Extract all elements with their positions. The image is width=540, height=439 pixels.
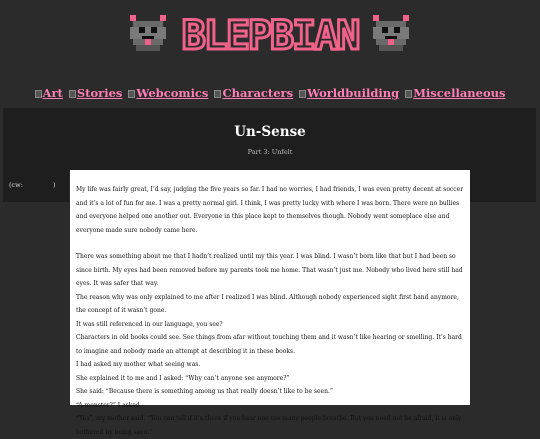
story-subtitle: Part 3: Unfelt: [247, 148, 293, 156]
story-paragraph: My life was fairly great, I’d say, judging the five years so far. I had no worries, I had friends, I was even pretty decent at soccer and it’s a lot of fun for me. I was a pretty normal girl. I think, I was pretty lucky with where I was born. There were no bullies and everyone helped one another out. Everyone in this place kept to themselves though. Nobody went someplace else and everyone made sure nobody came here.: [76, 186, 464, 234]
nav-label: Characters: [222, 86, 294, 100]
story-paragraph: She said: “Because there is something among us that really doesn’t like to be seen.”: [76, 388, 333, 395]
broken-image-icon: [35, 90, 42, 98]
nav-link-webcomics[interactable]: [128, 86, 208, 100]
broken-image-icon: [405, 90, 412, 98]
nav-link-characters[interactable]: [214, 86, 293, 100]
main-nav: [0, 86, 540, 100]
nav-link-miscellaneous[interactable]: [405, 86, 505, 100]
nav-label: Worldbuilding: [307, 86, 400, 100]
story-paragraph: Characters in old books could see. See things from afar without touching them and it wasn’t like hearing or smelling. It’s hard to imagine and nobody made an attempt at describing it in these books.: [76, 334, 462, 355]
story-paragraph: I had asked my mother what seeing was.: [76, 361, 201, 368]
story-paragraph: “Yes”, my mother said, “You can tell if it’s there if you hear one too many people breathe. But you need not be afraid, it is only bothered by being seen.”: [76, 415, 462, 436]
story-paragraph: It was still referenced in our language, you see?: [76, 320, 223, 328]
story-paragraph: She explained it to me and I asked: “Why can’t anyone see anymore?”: [76, 374, 290, 382]
broken-image-icon: [128, 90, 135, 98]
nav-label: Art: [42, 86, 63, 100]
nav-label: Webcomics: [136, 86, 209, 100]
nav-link-stories[interactable]: [69, 86, 123, 100]
site-logo[interactable]: BLEPBIAN: [181, 13, 359, 59]
mascot-icon: [370, 12, 412, 54]
nav-link-art[interactable]: [35, 86, 63, 100]
broken-image-icon: [69, 90, 76, 98]
broken-image-icon: [214, 90, 221, 98]
content-warning-label: (cw:: [9, 181, 23, 189]
story-paragraph: There was something about me that I hadn’t realized until my this year. I was blind. I wasn’t born like that but I had been so since birth. My eyes had been removed before my parents took me home. That wasn’t just me. Nobody who lived here still had eyes. It was safer that way.: [76, 253, 463, 287]
broken-image-icon: [299, 90, 306, 98]
site-banner: [0, 0, 540, 80]
mascot-icon: [127, 12, 169, 54]
story-body: [70, 170, 470, 436]
story-paragraph: The reason why was only explained to me after I realized I was blind. Although nobody experienced sight first hand anymore, the concept of it wasn’t gone.: [76, 293, 459, 314]
side-panel: [470, 170, 536, 202]
content-warning-close: ): [53, 181, 56, 189]
story-paragraph: “A monster?” I asked.: [76, 401, 142, 409]
nav-link-worldbuilding[interactable]: [299, 86, 399, 100]
nav-label: Stories: [76, 86, 123, 100]
nav-label: Miscellaneous: [413, 86, 506, 100]
story-title: Un-Sense: [234, 124, 306, 140]
